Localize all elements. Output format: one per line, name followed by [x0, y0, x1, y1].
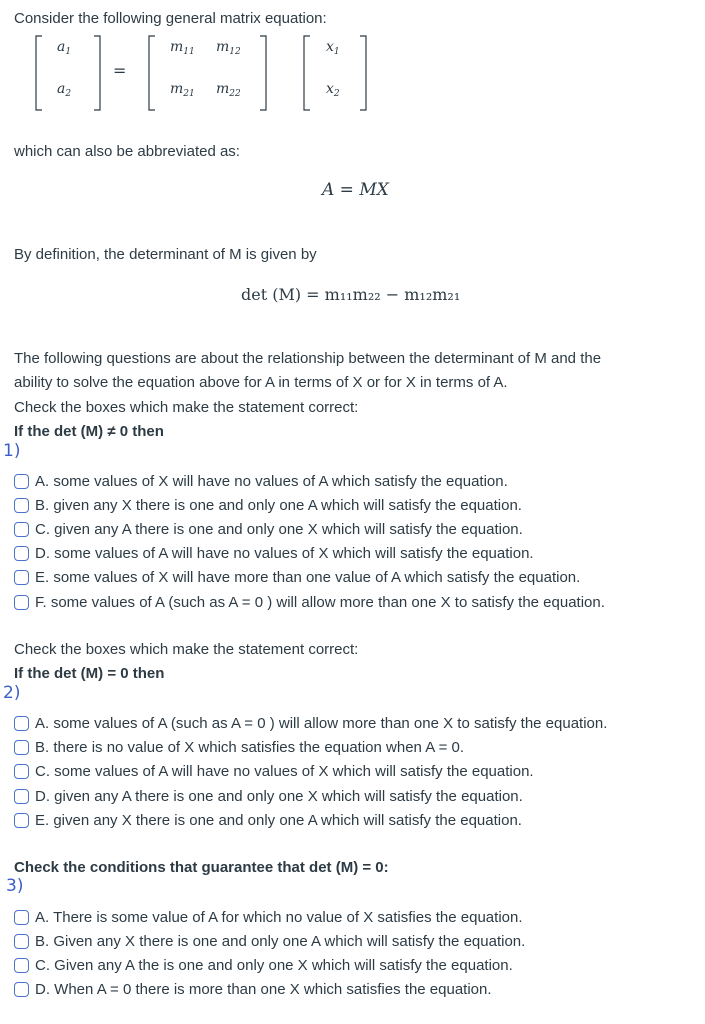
matrix-equation	[20, 30, 400, 116]
checkbox[interactable]	[14, 740, 29, 755]
checkbox[interactable]	[14, 474, 29, 489]
q1-handwritten-number: 1)	[3, 441, 21, 461]
q3-option-a[interactable]: A. There is some value of A for which no value of X satisfies the equation.	[14, 907, 523, 927]
paragraph-line-2: ability to solve the equation above for A in terms of X or for X in terms of A.	[14, 374, 508, 391]
q1-condition: If the det (M) ≠ 0 then	[14, 423, 164, 440]
abbrev-text: which can also be abbreviated as:	[14, 143, 240, 160]
checkbox[interactable]	[14, 982, 29, 997]
checkbox[interactable]	[14, 764, 29, 779]
equals-sign: =	[113, 61, 127, 80]
q1-option-c[interactable]: C. given any A there is one and only one X which will satisfy the equation.	[14, 519, 523, 539]
det-formula: det (M) = m₁₁m₂₂ − m₁₂m₂₁	[241, 285, 461, 304]
checkbox[interactable]	[14, 958, 29, 973]
q2-instruction: Check the boxes which make the statement correct:	[14, 641, 359, 658]
intro-text: Consider the following general matrix equation:	[14, 10, 327, 27]
q1-option-a[interactable]: A. some values of X will have no values of A which satisfy the equation.	[14, 471, 508, 491]
checkbox[interactable]	[14, 546, 29, 561]
checkbox[interactable]	[14, 570, 29, 585]
q2-option-e[interactable]: E. given any X there is one and only one A which will satisfy the equation.	[14, 810, 522, 830]
checkbox[interactable]	[14, 934, 29, 949]
m21-symbol: $m_{21}$	[170, 81, 195, 99]
x2-symbol: $x_2$	[326, 81, 340, 99]
q2-option-a[interactable]: A. some values of A (such as A = 0 ) will allow more than one X to satisfy the equation.	[14, 713, 607, 733]
q3-option-d[interactable]: D. When A = 0 there is more than one X which satisfies the equation.	[14, 979, 492, 999]
q3-option-b[interactable]: B. Given any X there is one and only one A which will satisfy the equation.	[14, 931, 525, 951]
q1-instruction: Check the boxes which make the statement correct:	[14, 399, 359, 416]
q1-option-b[interactable]: B. given any X there is one and only one A which will satisfy the equation.	[14, 495, 522, 515]
a1-symbol: $a_1$	[57, 39, 72, 57]
a2-symbol: $a_2$	[57, 81, 72, 99]
q3-option-c[interactable]: C. Given any A the is one and only one X which will satisfy the equation.	[14, 955, 513, 975]
q1-option-e[interactable]: E. some values of X will have more than one value of A which satisfy the equation.	[14, 567, 580, 587]
paragraph-line-1: The following questions are about the relationship between the determinant of M and the	[14, 350, 602, 367]
abbrev-equation: A = MX	[322, 180, 389, 200]
checkbox[interactable]	[14, 789, 29, 804]
q2-option-b[interactable]: B. there is no value of X which satisfies the equation when A = 0.	[14, 737, 464, 757]
checkbox[interactable]	[14, 595, 29, 610]
checkbox[interactable]	[14, 498, 29, 513]
q2-handwritten-number: 2)	[3, 683, 21, 703]
checkbox[interactable]	[14, 910, 29, 925]
q3-condition: Check the conditions that guarantee that det (M) = 0:	[14, 859, 389, 876]
m12-symbol: $m_{12}$	[216, 39, 241, 57]
q1-option-d[interactable]: D. some values of A will have no values of X which will satisfy the equation.	[14, 543, 534, 563]
checkbox[interactable]	[14, 716, 29, 731]
q1-option-f[interactable]: F. some values of A (such as A = 0 ) will allow more than one X to satisfy the equation.	[14, 592, 605, 612]
det-definition-text: By definition, the determinant of M is given by	[14, 246, 317, 263]
q2-option-d[interactable]: D. given any A there is one and only one X which will satisfy the equation.	[14, 786, 523, 806]
q2-option-c[interactable]: C. some values of A will have no values of X which will satisfy the equation.	[14, 761, 534, 781]
m11-symbol: $m_{11}$	[170, 39, 195, 57]
checkbox[interactable]	[14, 522, 29, 537]
q2-condition: If the det (M) = 0 then	[14, 665, 165, 682]
x1-symbol: $x_1$	[326, 39, 340, 57]
checkbox[interactable]	[14, 813, 29, 828]
m22-symbol: $m_{22}$	[216, 81, 241, 99]
q3-handwritten-number: 3)	[6, 876, 24, 896]
